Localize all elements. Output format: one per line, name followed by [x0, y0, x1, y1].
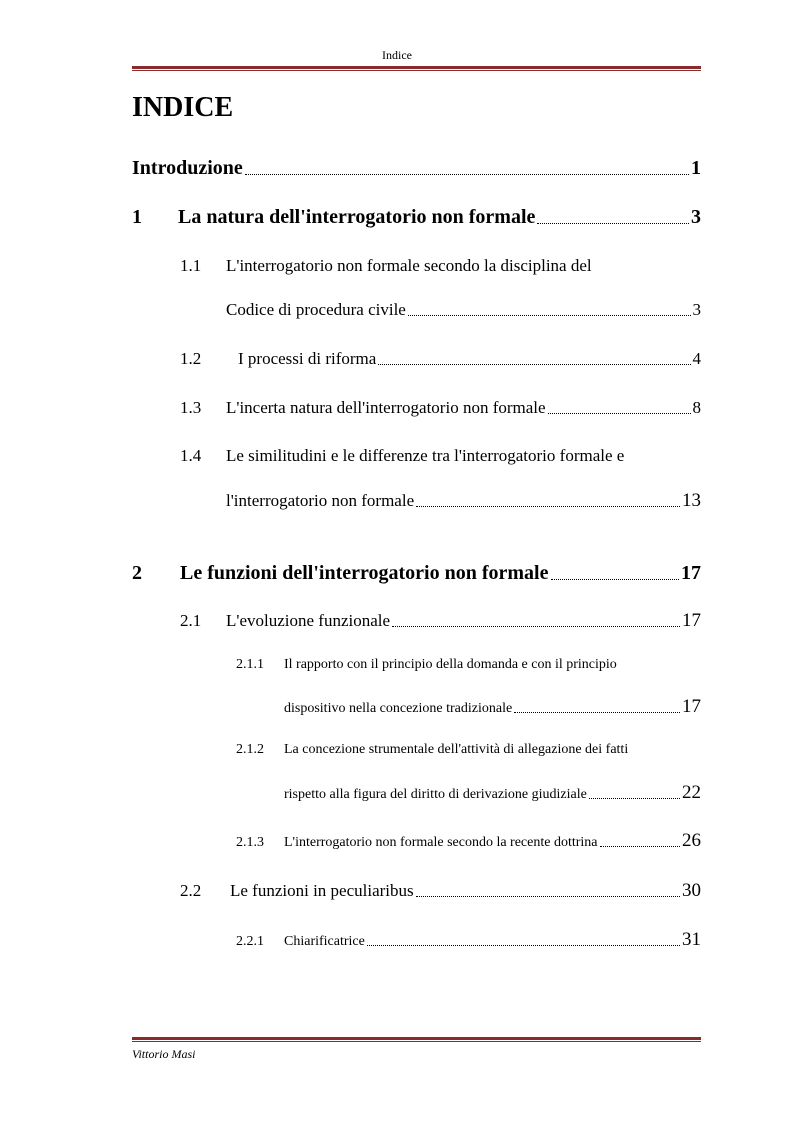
- toc-page-number: 26: [682, 830, 701, 851]
- dot-leader: [416, 506, 680, 507]
- toc-page-number: 8: [692, 398, 701, 417]
- toc-entry-text: Il rapporto con il principio della domanda e con il principio: [284, 657, 617, 672]
- dot-leader: [551, 579, 680, 580]
- dot-leader: [589, 798, 680, 799]
- header-rule: [132, 66, 701, 71]
- toc-entry-2-1-1[interactable]: [284, 696, 701, 718]
- dot-leader: [367, 945, 680, 946]
- dot-leader: [245, 174, 689, 175]
- page-title: INDICE: [132, 92, 234, 123]
- toc-number: 2.2: [180, 881, 202, 900]
- dot-leader: [416, 896, 680, 897]
- toc-entry-2-1-2[interactable]: [284, 782, 701, 804]
- toc-page-number: 31: [682, 929, 701, 950]
- toc-page-number: 3: [692, 300, 701, 319]
- toc-page-number: 13: [682, 490, 701, 511]
- dot-leader: [408, 315, 691, 316]
- toc-entry-2-2[interactable]: [180, 880, 701, 902]
- dot-leader: [600, 846, 680, 847]
- toc-entry-2-1-2-first-line[interactable]: [236, 742, 628, 758]
- dot-leader: [537, 223, 689, 224]
- toc-entry-1-1-first-line[interactable]: [180, 256, 592, 276]
- toc-entry-text: L'interrogatorio non formale secondo la recente dottrina: [284, 835, 598, 850]
- toc-number: 2.2.1: [236, 934, 264, 949]
- toc-entry-1-4-first-line[interactable]: [180, 446, 624, 466]
- toc-page-number: 4: [692, 349, 701, 368]
- dot-leader: [392, 626, 680, 627]
- toc-number: 2: [132, 562, 142, 584]
- toc-entry-text: La natura dell'interrogatorio non formale: [178, 206, 536, 228]
- toc-number: 1.2: [180, 349, 202, 368]
- running-header: Indice: [382, 48, 412, 62]
- dot-leader: [378, 364, 690, 365]
- toc-entry-text: Le funzioni dell'interrogatorio non formale: [180, 562, 549, 584]
- toc-entry-text: L'interrogatorio non formale secondo la disciplina del: [226, 256, 592, 275]
- toc-entry-text: dispositivo nella concezione tradizionale: [284, 701, 513, 716]
- dot-leader: [548, 413, 691, 414]
- toc-entry-2-1-1-first-line[interactable]: [236, 657, 617, 673]
- toc-number: 2.1.3: [236, 835, 264, 850]
- toc-number: 2.1.2: [236, 742, 264, 757]
- toc-entry-text: La concezione strumentale dell'attività di allegazione dei fatti: [284, 742, 629, 757]
- toc-number: 1.1: [180, 256, 202, 275]
- toc-entry-1-3[interactable]: [180, 398, 701, 418]
- toc-number: 1.3: [180, 398, 202, 417]
- toc-number: 2.1: [180, 611, 202, 630]
- toc-entry-2-1-3[interactable]: [236, 830, 701, 852]
- toc-entry-text: Codice di procedura civile: [226, 300, 406, 319]
- toc-number: 1: [132, 206, 142, 228]
- toc-page-number: 17: [682, 696, 701, 717]
- footer-author: Vittorio Masi: [132, 1047, 196, 1061]
- toc-entry-text: L'evoluzione funzionale: [226, 611, 391, 630]
- toc-entry-2-2-1[interactable]: [236, 929, 701, 951]
- toc-page-number: 17: [681, 562, 701, 584]
- toc-entry-1-4[interactable]: [226, 490, 701, 512]
- toc-entry-text: L'incerta natura dell'interrogatorio non formale: [226, 398, 546, 417]
- footer-rule: [132, 1037, 701, 1042]
- toc-entry-1-2[interactable]: [180, 349, 701, 369]
- toc-number: 1.4: [180, 446, 202, 465]
- toc-entry-text: rispetto alla figura del diritto di derivazione giudiziale: [284, 787, 587, 802]
- toc-entry-text: Introduzione: [132, 157, 243, 179]
- toc-entry-text: Le similitudini e le differenze tra l'interrogatorio formale e: [226, 446, 625, 465]
- toc-entry-introduzione[interactable]: [132, 157, 701, 180]
- toc-entry-text: l'interrogatorio non formale: [226, 491, 415, 510]
- toc-entry-chapter-2[interactable]: [132, 562, 701, 585]
- toc-entry-1-1[interactable]: [226, 300, 701, 320]
- toc-entry-chapter-1[interactable]: [132, 206, 701, 229]
- toc-number: 2.1.1: [236, 657, 264, 672]
- toc-page-number: 22: [682, 782, 701, 803]
- toc-page-number: 17: [682, 610, 701, 631]
- toc-entry-text: I processi di riforma: [238, 349, 377, 368]
- dot-leader: [514, 712, 680, 713]
- toc-entry-text: Chiarificatrice: [284, 934, 365, 949]
- toc-entry-text: Le funzioni in peculiaribus: [230, 881, 414, 900]
- toc-page-number: 30: [682, 880, 701, 901]
- toc-page-number: 1: [691, 157, 701, 179]
- toc-entry-2-1[interactable]: [180, 610, 701, 632]
- toc-page-number: 3: [691, 206, 701, 228]
